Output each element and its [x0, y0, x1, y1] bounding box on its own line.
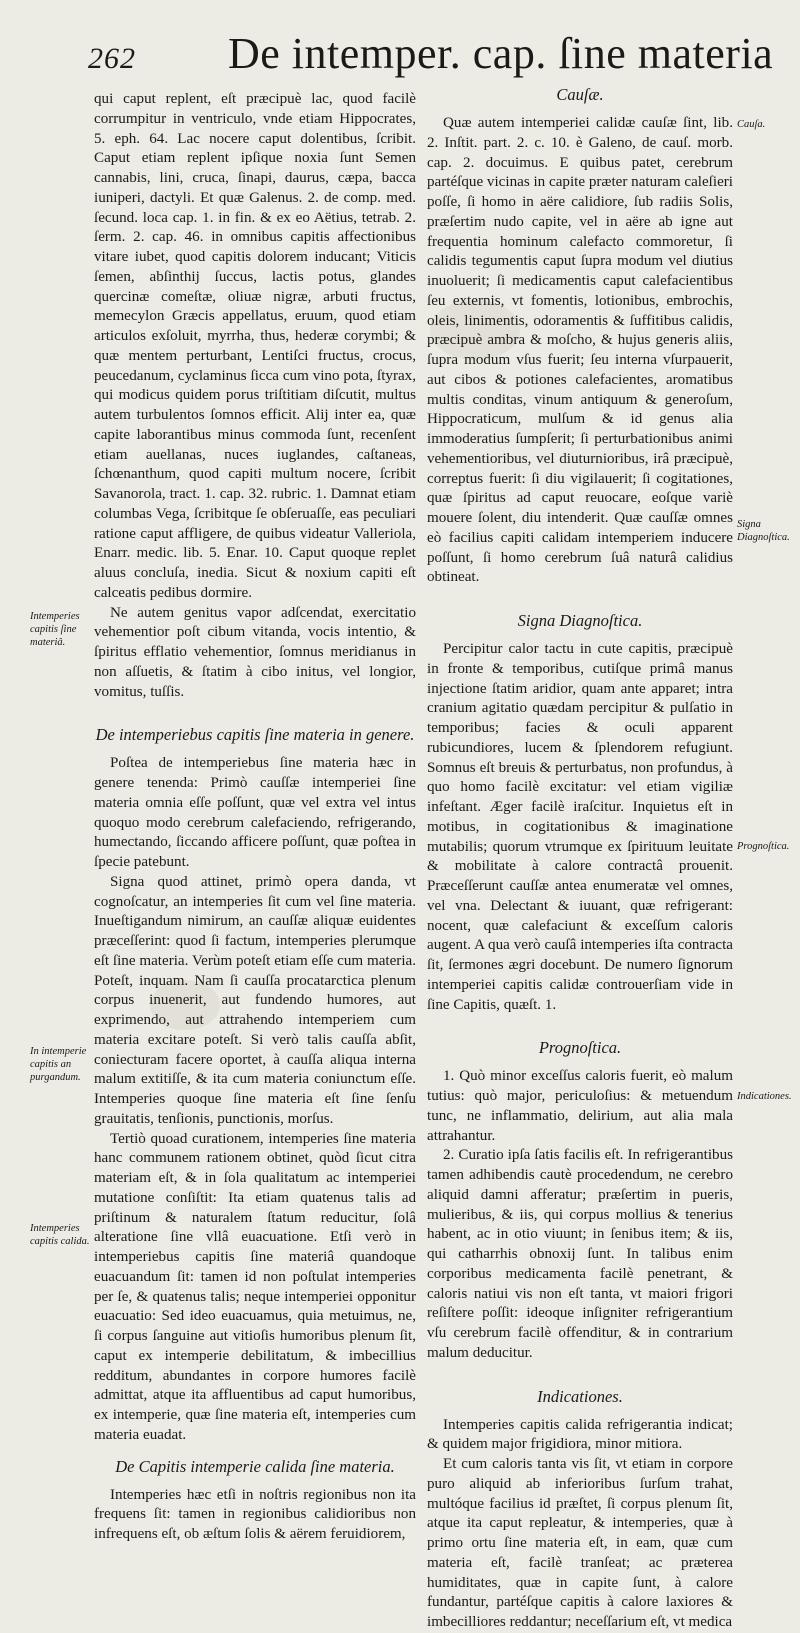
- page-number: 262: [88, 42, 136, 75]
- margin-note: Intemperies capitis ſine materiâ.: [30, 611, 80, 648]
- paragraph: qui caput replent, eſt præcipuè lac, quod facilè corrumpitur in ventriculo, vnde etiam Hippocrates, 5. eph. 64. Lac nocere caput dolentibus, ſcribit. Caput etiam replent ipſique noxia ſunt Semen cannabis, lini, cruca, ſinapi, daurus, cæpa, bacca iuniperi, dactyli. Et quæ Galenus. 2. de comp. med. ſecund. loca cap. 1. in fin. & ex eo Aëtius, tetrab. 2. ſerm. 2. cap. 46. in omnibus capitis affectionibus vitare iubet, quod capitis dolorem inducant; Viticis ſemen, abſinthij ſuccus, lactis potus, glandes quercinæ comeſtæ, oliuæ nigræ, arbuti fructus, memecylon Græcis appellatus, eruum, quod etiam articulos exſoluit, myrrha, thus, hederæ corymbi; & quæ mentem perturbant, Lentiſci fructus, crocus, peucedanum, cyclaminus ſicca cum vino pota, ſtyrax, qui modicus quidem porus triſtitiam diſcutit, multus autem turbulentos ſomnos efficit. Alij inter ea, quæ capite laborantibus minus commoda ſunt, recenſent etiam auellanas, nuces iuglandes, caſtaneas, ſchœnanthum, quod capiti multum nocere, ſcribit Savanorola, tract. 1. cap. 32. rubric. 1. Damnat etiam columbas Vega, ſcribitque ſe obſeruaſſe, eas peculiari ratione caput affligere, de quibus videatur Valleriola, Enarr. medic. lib. 5. Enar. 10. Caput quoque replet aluus concluſa, inedia. Sicut & noxium capiti eſt calceatis pedibus dormire.: [94, 91, 416, 601]
- section-heading: De Capitis intemperie calida ſine materia.: [115, 1456, 395, 1476]
- paragraph: Ne autem genitus vapor adſcendat, exercitatio vehementior poſt cibum vitanda, vocis intentio, & ſpiritus efflatio vehementior, ſomnus meridianus in non aſſuetis, & ſtatim à cibo initus, vel longior, vomitus, tuſſis.: [94, 604, 416, 700]
- running-title: De intemper. cap. ſine materia: [228, 29, 774, 78]
- margin-note: Cauſa.: [737, 119, 766, 130]
- paragraph: Et cum caloris tanta vis ſit, vt etiam in corpore puro aliquid ab inferioribus ſurſum trahat, multóque facilius id præſtet, ſi corpus plenum ſit, atque ita caput repleatur, & intemperies, quæ à primo ortu ſine materia eſt, in eam, quæ cum materia eſt, facilè tranſeat; ac præterea humiditates, quæ in capite ſunt, à calore fundantur, partéſque capitis à calore laxiores & imbecilliores reddantur; neceſſarium eſt, vt medica: [427, 1456, 733, 1630]
- section-heading: Signa Diagnoſtica.: [517, 611, 643, 630]
- section-heading: De intemperiebus capitis ſine materia in genere.: [95, 725, 415, 745]
- paragraph: Percipitur calor tactu in cute capitis, præcipuè in fronte & temporibus, cutiſque primâ manus injectione ſtatim aridior, quam ante apparet; intra cranium agitatio quædam percipitur & pulſatio in temporibus; facies & oculi apparent rubicundiores, lucem & ſplendorem refugiunt. Somnus eſt breuis & perturbatus, non profundus, à quo homo facilè excitatur: vel etiam vigiliæ infeſtant. Æger facilè iraſcitur. Inquietus eſt in motibus, in cogitationibus & imaginatione mutabilis; quorum vtrumque ex ſpirituum leuitate & mobilitate à calore contractâ prouenit. Præceſſerunt cauſſæ antea enumeratæ vel omnes, vel vna. Delectant & iuuant, quæ refrigerant: nocent, quæ calefaciunt & exceſſum caloris augent. A qua verò cauſâ intemperies iſta contracta ſit, ſermones ægri docebunt. De numero ſignorum intemperiei capitis calidæ controuerſiam vide in ſine Capitis, quæſt. 1.: [427, 641, 733, 1013]
- paragraph: Intemperies capitis calida refrigerantia indicat; & quidem major frigidiora, minor mitiora.: [427, 1416, 733, 1453]
- paragraph: Poſtea de intemperiebus ſine materia hæc in genere tenenda: Primò cauſſæ intemperiei ſine materia omnia eſſe poſſunt, quæ vel extra vel intus quoquo modo cerebrum calefaciendo, refrigerando, humectando, ſiccando afficere poſſunt, quæ poſtea in ſpecie patebunt.: [94, 755, 416, 870]
- margin-note: Intemperies capitis calida.: [30, 1223, 90, 1247]
- section-heading: Prognoſtica.: [538, 1038, 622, 1058]
- paragraph: Quæ autem intemperiei calidæ cauſæ ſint, lib. 2. Inſtit. part. 2. c. 10. è Galeno, de cauſ. morb. cap. 2. docuimus. E quibus patet, cerebrum partéſque vicinas in capite præter naturam caleſieri poſſe, ſi homo in aëre calidiore, ſub radiis Solis, præſertim nudo capite, vel in aëre ab igne aut frequentia hominum calefacto commoretur, ſi calidis tegumentis caput ſupra modum vel diutius inuoluerit; ſi medicamentis caput calefacientibus ſeu externis, vt fomentis, lotionibus, embrochis, oleis, linimentis, odoramentis & ſuffitibus calidis, præcipuè ambra & moſcho, & hujus generis aliis, ſupra modum vſus fuerit; ſeu interna vſurpauerit, aut cibos & potiones calefacientes, aromatibus multis conditas, vinum antiquum & generoſum, Hippocraticum, mulſum & id genus alia immoderatius ſumpſerit; ſi perturbationibus animi vehementioribus, vel diuturnioribus, irâ præcipuè, correptus fuerit: ſi diu vigilauerit; ſi cogitationes, quæ ſpiritus ad caput reuocare, eoſque variè mouere ſolent, diu intenderit. Quæ cauſſæ omnes eò facilius capiti calidam intemperiem inducere poſſunt, ſi homo cerebrum ſuâ naturâ calidius obtineat.: [427, 115, 733, 586]
- margin-note: Indicationes.: [737, 1091, 792, 1102]
- paragraph: Signa quod attinet, primò opera danda, vt cognoſcatur, an intemperies ſit cum vel ſine materia. Inueſtigandum nimirum, an cauſſæ aliquæ euidentes præceſſerint: quod ſi factum, intemperies plerumque eſt ſine materia. Verùm poteſt etiam eſſe cum materia. Poteſt, inquam. Nam ſi cauſſa procatarctica plenum corpus inuenerit, aut fundendo humores, aut exprimendo, aut attrahendo intemperiem cum materia excitare poteſt. Si verò talis cauſſa abſit, coniecturam facere oportet, à cauſſa aliqua interna malum extitiſſe, & ita cum materia coniunctum eſſe. Intemperies quoque ſine materia eſt ſine ſenſu grauitatis, tenſionis, punctionis, morſus.: [94, 873, 416, 1127]
- margin-note: In intemperie capitis an purgandum.: [30, 1046, 87, 1083]
- paragraph: 2. Curatio ipſa ſatis facilis eſt. In refrigerantibus tamen adhibendis cautè procedendum, ne cerebro aliquid damni afferatur; præſertim in pueris, mulieribus, & iis, qui corpus mollius & tenerius habent, ac in otio viuunt; in ſenibus item; & iis, qui catharrhis obnoxij ſunt. In talibus enim corporibus medicamenta facilè penetrant, & caloris natiui vis non eſt tanta, vt maiori frigori reſiſtere poſſit: ideoque inſigniter refrigerantium vſu cerebrum facilè offenditur, & in contrarium malum deducitur.: [427, 1147, 733, 1361]
- margin-note: Signa Diagnoſtica.: [737, 519, 790, 543]
- paragraph: Tertiò quoad curationem, intemperies ſine materia hanc communem rationem obtinet, quòd ſicut citra materiam eſt, & in ſola qualitatum ac intemperiei mutatione conſiſtit: Ita etiam quatenus talis ad priſtinum & naturalem ſtatum reducitur, ſolâ alteratione ſine vllâ euacuatione. Etſi verò in intemperiebus capitis ſine materiâ quandoque euacuandum ſit: tamen id non poſtulat intemperies per ſe, & quatenus talis; neque intemperiei opponitur euacuatio: Sed ideo euacuamus, quia metuimus, ne, ſi corpus ſanguine aut vitioſis humoribus plenum ſit, caput ex intemperie debilitatum, & imbecillius redditum, abundantes in corpore humores facilè admittat, atque ita affluentibus ad caput humoribus, ex intemperie, quæ ſine materia eſt, intemperies cum materia euadat.: [94, 1130, 416, 1443]
- section-heading: Indicationes.: [537, 1386, 623, 1406]
- right-column: [427, 85, 733, 1633]
- section-heading: Cauſæ.: [556, 85, 604, 104]
- paragraph: 1. Quò minor exceſſus caloris fuerit, eò malum tutius: quò major, periculoſius: & metuendum tunc, ne inflammatio, delirium, aut alia mala attrahantur.: [427, 1068, 733, 1144]
- paragraph: Intemperies hæc etſi in noſtris regionibus non ita frequens ſit: tamen in regionibus calidioribus non infrequens eſt, ob æſtum ſolis & aërem feruidiorem,: [94, 1486, 416, 1542]
- left-column: [94, 90, 416, 1545]
- margin-note: Prognoſtica.: [737, 841, 790, 852]
